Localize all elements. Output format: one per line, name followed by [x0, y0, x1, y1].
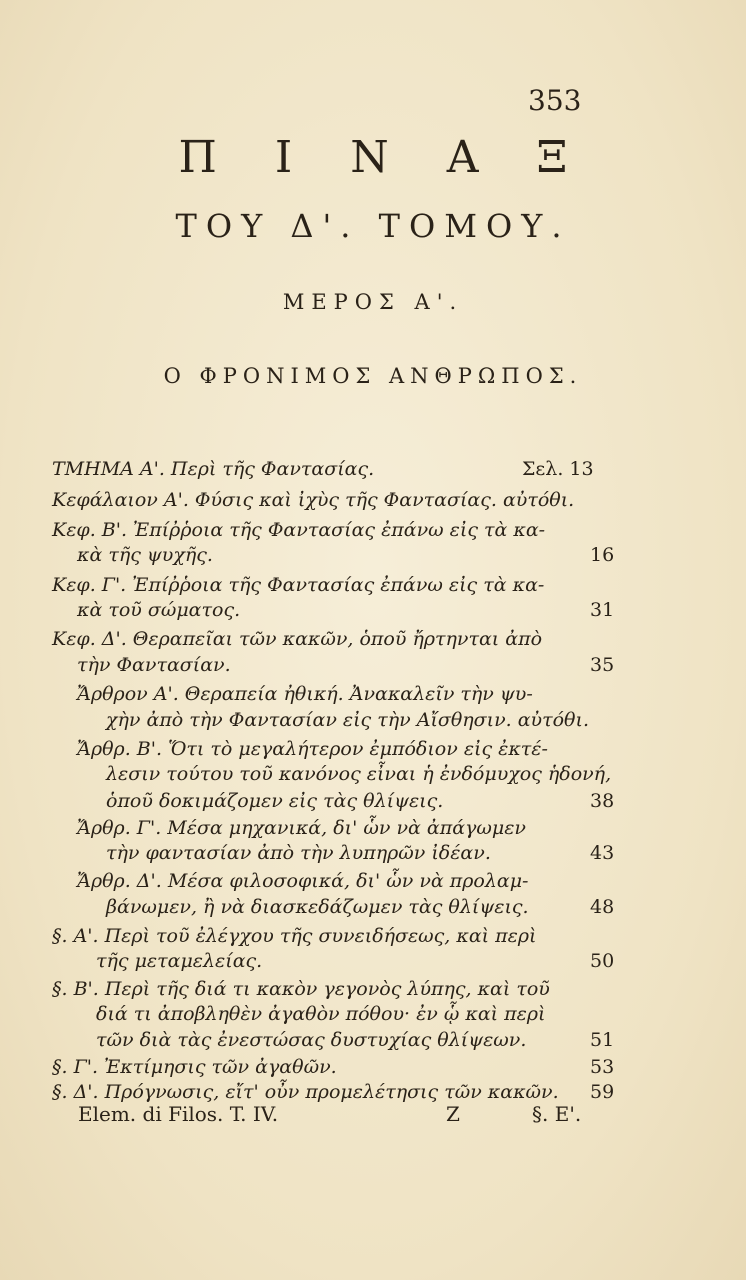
index-entry [52, 1081, 559, 1103]
index-entry [52, 925, 536, 947]
entry-text: Ἄρθρ. Γ'. Μέσα μηχανικά, δι' ὧν νὰ ἀπάγωμεν [77, 817, 526, 839]
entry-text: ΤΜΗΜΑ Α'. Περὶ τῆς Φαντασίας. [52, 458, 375, 480]
footer-signature: Z [446, 1102, 460, 1126]
entry-text: ὁποῦ δοκιμάζομεν εἰς τὰς θλίψεις. [106, 790, 444, 812]
entry-page-number: 50 [590, 950, 615, 972]
index-entry [52, 978, 550, 1000]
entry-text: κὰ τῆς ψυχῆς. [77, 544, 213, 566]
footer-catchword: §. E'. [532, 1102, 582, 1126]
entry-text: διά τι ἀποβληθὲν ἀγαθὸν πόθου· ἐν ᾧ καὶ περὶ [96, 1003, 546, 1025]
entry-text: §. Γ'. Ἐκτίμησις τῶν ἀγαθῶν. [52, 1056, 337, 1078]
part-heading: ΜΕΡΟΣ Α'. [282, 290, 464, 314]
entry-page-number: 48 [590, 896, 615, 918]
index-entry [52, 489, 574, 511]
index-entry [106, 709, 589, 731]
entry-text: §. Α'. Περὶ τοῦ ἐλέγχου τῆς συνειδήσεως, καὶ περὶ [52, 925, 537, 947]
entry-text: Κεφάλαιον Α'. Φύσις καὶ ἰχὺς τῆς Φαντασίας. αὐτόθι. [52, 489, 575, 511]
index-entry [77, 870, 528, 892]
index-entry [96, 1003, 545, 1025]
entry-page-number: 31 [590, 599, 615, 621]
index-entry [106, 896, 529, 918]
entry-text: Ἄρθρον Α'. Θεραπεία ἠθική. Ἀνακαλεῖν τὴν ψυ- [77, 683, 533, 705]
index-entry [52, 1056, 337, 1078]
index-title: Π Ι Ν Α Ξ [178, 132, 590, 183]
index-entry [106, 842, 491, 864]
section-heading: Ο ΦΡΟΝΙΜΟΣ ΑΝΘΡΩΠΟΣ. [163, 364, 583, 388]
entry-text: λεσιν τούτου τοῦ κανόνος εἶναι ἡ ἐνδόμυχος ἡδονή, [106, 763, 612, 785]
index-entry [106, 763, 611, 785]
index-entry [77, 654, 231, 676]
entry-text: τὴν Φαντασίαν. [77, 654, 231, 676]
entry-text: §. Β'. Περὶ τῆς διά τι κακὸν γεγονὸς λύπης, καὶ τοῦ [52, 978, 550, 1000]
index-entry [77, 683, 533, 705]
entry-page-number: 51 [590, 1029, 615, 1051]
entry-page-number: 43 [590, 842, 615, 864]
entry-page-number: Σελ. 13 [522, 458, 594, 480]
entry-page-number: 35 [590, 654, 615, 676]
entry-text: χὴν ἀπὸ τὴν Φαντασίαν εἰς τὴν Αἴσθησιν. αὐτόθι. [106, 709, 589, 731]
index-entry [96, 950, 262, 972]
index-entry [77, 738, 548, 760]
index-entry [77, 599, 240, 621]
index-entry [77, 544, 213, 566]
footer-left: Elem. di Filos. T. IV. [78, 1102, 279, 1126]
index-entry [52, 628, 542, 650]
entry-text: τὴν φαντασίαν ἀπὸ τὴν λυπηρῶν ἰδέαν. [106, 842, 491, 864]
entry-text: βάνωμεν, ἢ νὰ διασκεδάζωμεν τὰς θλίψεις. [106, 896, 529, 918]
entry-page-number: 59 [590, 1081, 615, 1103]
index-entry [96, 1029, 526, 1051]
index-entry [52, 458, 374, 480]
index-entry [52, 574, 544, 596]
page-number: 353 [528, 84, 582, 117]
entry-text: Ἄρθρ. Δ'. Μέσα φιλοσοφικά, δι' ὧν νὰ προλαμ- [77, 870, 529, 892]
entry-text: κὰ τοῦ σώματος. [77, 599, 241, 621]
entry-page-number: 38 [590, 790, 615, 812]
entry-text: Κεφ. Β'. Ἐπίῤῥοια τῆς Φαντασίας ἐπάνω εἰς τὰ κα- [52, 519, 546, 541]
entry-text: τῆς μεταμελείας. [96, 950, 263, 972]
volume-subtitle: ΤΟΥ Δ'. ΤΟΜΟΥ. [175, 207, 571, 245]
entry-page-number: 16 [590, 544, 615, 566]
entry-text: Κεφ. Γ'. Ἐπίῤῥοια τῆς Φαντασίας ἐπάνω εἰς τὰ κα- [52, 574, 545, 596]
entry-text: Ἄρθρ. Β'. Ὅτι τὸ μεγαλήτερον ἐμπόδιον εἰς ἐκτέ- [77, 738, 548, 760]
entry-text: §. Δ'. Πρόγνωσις, εἴτ' οὖν προμελέτησις τῶν κακῶν. [52, 1081, 559, 1103]
index-entry [52, 519, 545, 541]
entry-page-number: 53 [590, 1056, 615, 1078]
entry-text: τῶν διὰ τὰς ἐνεστώσας δυστυχίας θλίψεων. [96, 1029, 527, 1051]
index-entry [106, 790, 443, 812]
index-entry [77, 817, 526, 839]
entry-text: Κεφ. Δ'. Θεραπεῖαι τῶν κακῶν, ὁποῦ ἤρτηνται ἀπὸ [52, 628, 543, 650]
